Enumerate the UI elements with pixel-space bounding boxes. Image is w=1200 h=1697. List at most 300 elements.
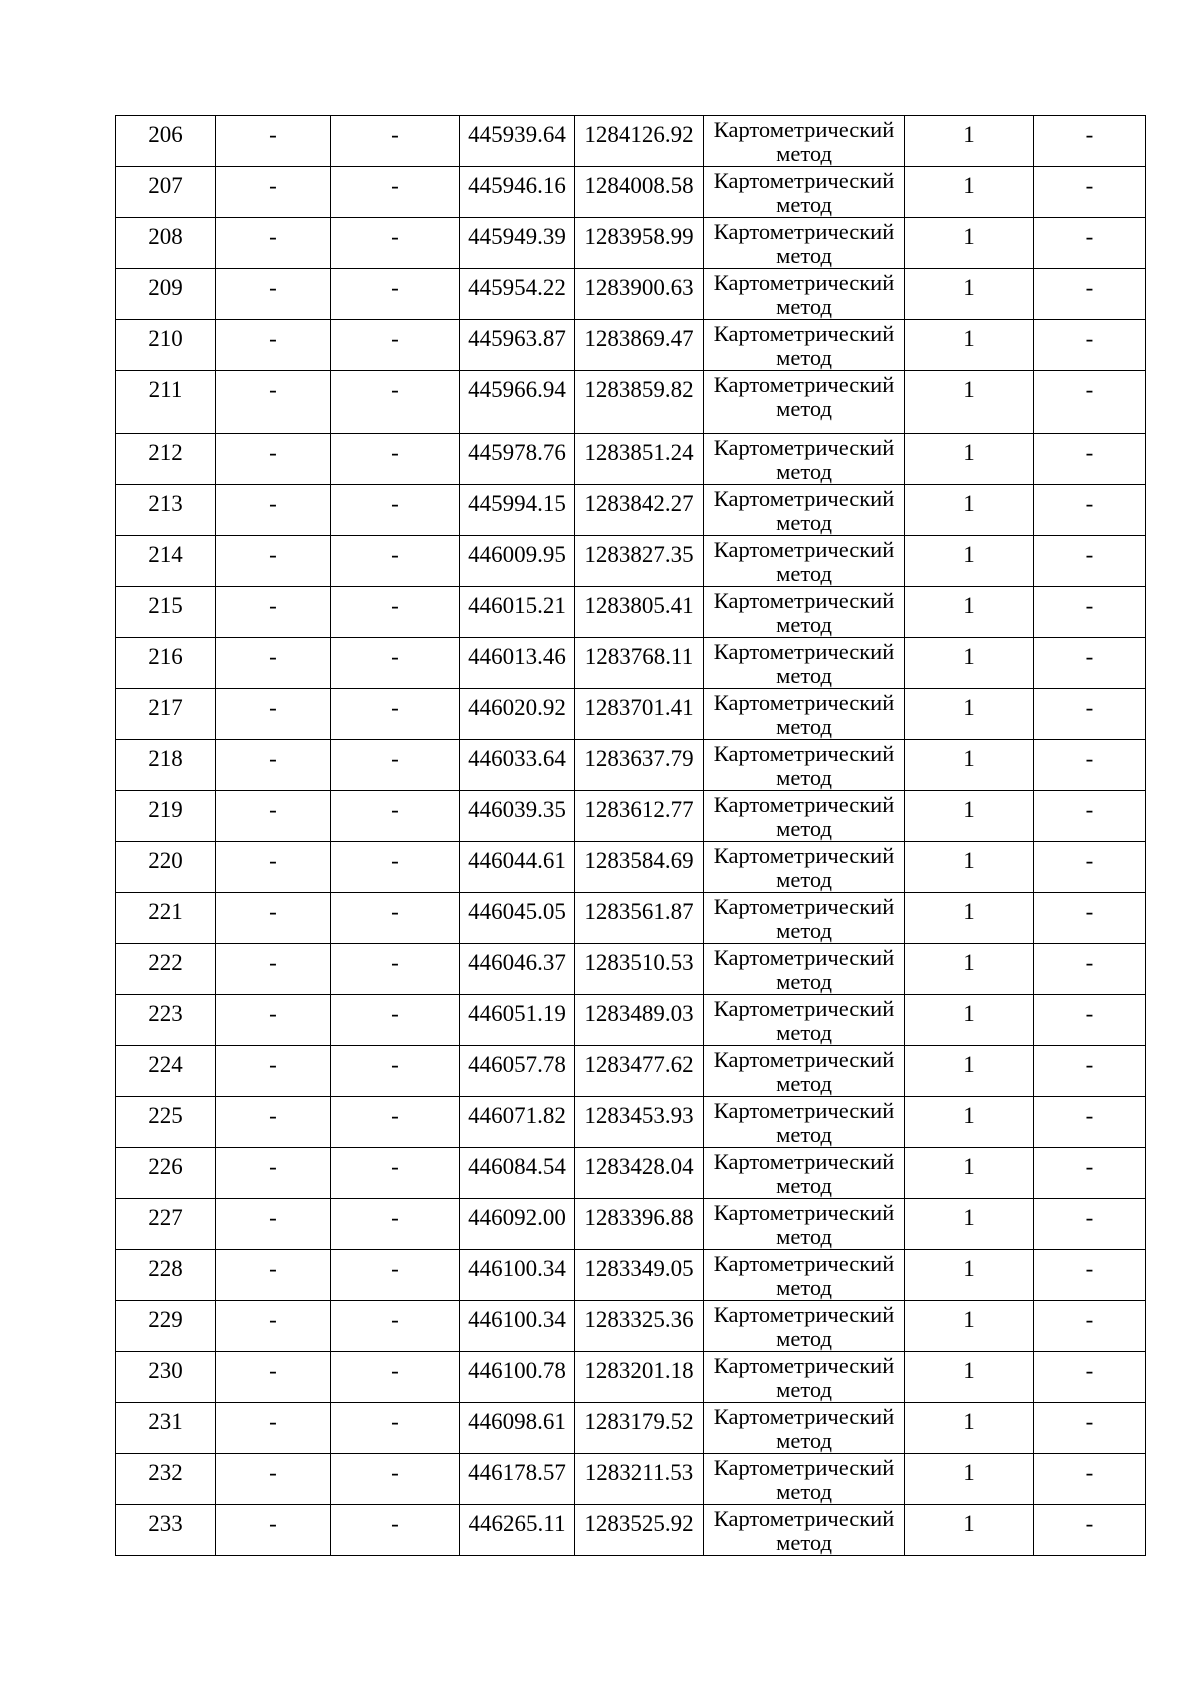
old-x-cell: - — [216, 689, 331, 740]
accuracy-cell: 1 — [905, 587, 1034, 638]
method-line-1: Картометрический — [713, 1506, 895, 1531]
y-coordinate-cell: 1283584.69 — [575, 842, 704, 893]
method-line-2: метод — [776, 1275, 832, 1300]
table-row — [116, 167, 1146, 218]
accuracy-cell: 1 — [905, 1505, 1034, 1556]
accuracy-cell: 1 — [905, 1352, 1034, 1403]
old-x-cell: - — [216, 791, 331, 842]
x-coordinate-cell: 446098.61 — [460, 1403, 575, 1454]
point-number-cell: 222 — [116, 944, 216, 995]
table-row — [116, 320, 1146, 371]
old-x-cell: - — [216, 1301, 331, 1352]
method-line-2: метод — [776, 1020, 832, 1045]
x-coordinate-cell: 446100.34 — [460, 1301, 575, 1352]
x-coordinate-cell: 446092.00 — [460, 1199, 575, 1250]
accuracy-cell: 1 — [905, 116, 1034, 167]
y-coordinate-cell: 1283701.41 — [575, 689, 704, 740]
accuracy-cell: 1 — [905, 485, 1034, 536]
description-cell: - — [1034, 1454, 1146, 1505]
x-coordinate-cell: 446057.78 — [460, 1046, 575, 1097]
x-coordinate-cell: 446071.82 — [460, 1097, 575, 1148]
description-cell: - — [1034, 1403, 1146, 1454]
accuracy-cell: 1 — [905, 842, 1034, 893]
y-coordinate-cell: 1283851.24 — [575, 434, 704, 485]
description-cell: - — [1034, 371, 1146, 434]
accuracy-cell: 1 — [905, 218, 1034, 269]
old-x-cell: - — [216, 893, 331, 944]
method-line-1: Картометрический — [713, 1404, 895, 1429]
method-cell — [704, 1403, 905, 1454]
x-coordinate-cell: 446265.11 — [460, 1505, 575, 1556]
y-coordinate-cell: 1283768.11 — [575, 638, 704, 689]
accuracy-cell: 1 — [905, 320, 1034, 371]
old-y-cell: - — [331, 1250, 460, 1301]
y-coordinate-cell: 1283211.53 — [575, 1454, 704, 1505]
table-row — [116, 1097, 1146, 1148]
description-cell: - — [1034, 536, 1146, 587]
old-y-cell: - — [331, 1046, 460, 1097]
y-coordinate-cell: 1283637.79 — [575, 740, 704, 791]
method-line-2: метод — [776, 1122, 832, 1147]
point-number-cell: 231 — [116, 1403, 216, 1454]
method-line-2: метод — [776, 1377, 832, 1402]
description-cell: - — [1034, 944, 1146, 995]
old-y-cell: - — [331, 116, 460, 167]
point-number-cell: 209 — [116, 269, 216, 320]
table-row — [116, 791, 1146, 842]
method-line-1: Картометрический — [713, 741, 895, 766]
point-number-cell: 208 — [116, 218, 216, 269]
old-y-cell: - — [331, 1301, 460, 1352]
method-line-2: метод — [776, 1173, 832, 1198]
x-coordinate-cell: 445949.39 — [460, 218, 575, 269]
point-number-cell: 230 — [116, 1352, 216, 1403]
x-coordinate-cell: 445994.15 — [460, 485, 575, 536]
method-line-2: метод — [776, 1530, 832, 1555]
point-number-cell: 233 — [116, 1505, 216, 1556]
old-x-cell: - — [216, 434, 331, 485]
old-x-cell: - — [216, 587, 331, 638]
old-y-cell: - — [331, 893, 460, 944]
old-x-cell: - — [216, 167, 331, 218]
method-line-2: метод — [776, 969, 832, 994]
point-number-cell: 218 — [116, 740, 216, 791]
old-y-cell: - — [331, 842, 460, 893]
description-cell: - — [1034, 791, 1146, 842]
old-x-cell: - — [216, 1097, 331, 1148]
old-y-cell: - — [331, 218, 460, 269]
y-coordinate-cell: 1283805.41 — [575, 587, 704, 638]
table-row — [116, 944, 1146, 995]
point-number-cell: 216 — [116, 638, 216, 689]
method-line-1: Картометрический — [713, 1200, 895, 1225]
old-x-cell: - — [216, 842, 331, 893]
method-cell — [704, 842, 905, 893]
method-line-1: Картометрический — [713, 435, 895, 460]
description-cell: - — [1034, 167, 1146, 218]
method-cell — [704, 1148, 905, 1199]
method-cell — [704, 1250, 905, 1301]
table-row — [116, 842, 1146, 893]
old-y-cell: - — [331, 944, 460, 995]
x-coordinate-cell: 446100.34 — [460, 1250, 575, 1301]
old-x-cell: - — [216, 1250, 331, 1301]
table-row — [116, 995, 1146, 1046]
x-coordinate-cell: 446044.61 — [460, 842, 575, 893]
point-number-cell: 212 — [116, 434, 216, 485]
table-row — [116, 689, 1146, 740]
table-row — [116, 1148, 1146, 1199]
method-cell — [704, 320, 905, 371]
point-number-cell: 207 — [116, 167, 216, 218]
method-line-1: Картометрический — [713, 996, 895, 1021]
table-row — [116, 638, 1146, 689]
old-x-cell: - — [216, 1046, 331, 1097]
accuracy-cell: 1 — [905, 536, 1034, 587]
x-coordinate-cell: 446100.78 — [460, 1352, 575, 1403]
description-cell: - — [1034, 485, 1146, 536]
method-cell — [704, 1301, 905, 1352]
x-coordinate-cell: 446015.21 — [460, 587, 575, 638]
accuracy-cell: 1 — [905, 689, 1034, 740]
point-number-cell: 210 — [116, 320, 216, 371]
method-cell — [704, 371, 905, 434]
table-body — [116, 116, 1146, 1556]
method-line-1: Картометрический — [713, 219, 895, 244]
method-line-1: Картометрический — [713, 843, 895, 868]
old-y-cell: - — [331, 995, 460, 1046]
table-row — [116, 740, 1146, 791]
method-cell — [704, 1505, 905, 1556]
old-x-cell: - — [216, 638, 331, 689]
method-cell — [704, 116, 905, 167]
y-coordinate-cell: 1284008.58 — [575, 167, 704, 218]
method-cell — [704, 485, 905, 536]
accuracy-cell: 1 — [905, 893, 1034, 944]
description-cell: - — [1034, 1352, 1146, 1403]
x-coordinate-cell: 445966.94 — [460, 371, 575, 434]
method-line-1: Картометрический — [713, 1455, 895, 1480]
old-y-cell: - — [331, 1148, 460, 1199]
accuracy-cell: 1 — [905, 740, 1034, 791]
old-y-cell: - — [331, 371, 460, 434]
coordinates-table — [115, 115, 1146, 1556]
old-y-cell: - — [331, 1199, 460, 1250]
description-cell: - — [1034, 995, 1146, 1046]
method-cell — [704, 1352, 905, 1403]
x-coordinate-cell: 446020.92 — [460, 689, 575, 740]
x-coordinate-cell: 446045.05 — [460, 893, 575, 944]
y-coordinate-cell: 1283489.03 — [575, 995, 704, 1046]
method-cell — [704, 1046, 905, 1097]
method-line-1: Картометрический — [713, 792, 895, 817]
y-coordinate-cell: 1283827.35 — [575, 536, 704, 587]
point-number-cell: 227 — [116, 1199, 216, 1250]
method-line-2: метод — [776, 396, 832, 421]
table-row — [116, 587, 1146, 638]
accuracy-cell: 1 — [905, 434, 1034, 485]
method-cell — [704, 1454, 905, 1505]
old-y-cell: - — [331, 1097, 460, 1148]
table-row — [116, 536, 1146, 587]
description-cell: - — [1034, 1199, 1146, 1250]
method-cell — [704, 536, 905, 587]
description-cell: - — [1034, 269, 1146, 320]
description-cell: - — [1034, 1148, 1146, 1199]
y-coordinate-cell: 1283179.52 — [575, 1403, 704, 1454]
accuracy-cell: 1 — [905, 269, 1034, 320]
y-coordinate-cell: 1283525.92 — [575, 1505, 704, 1556]
description-cell: - — [1034, 1505, 1146, 1556]
point-number-cell: 232 — [116, 1454, 216, 1505]
description-cell: - — [1034, 116, 1146, 167]
point-number-cell: 229 — [116, 1301, 216, 1352]
method-cell — [704, 995, 905, 1046]
description-cell: - — [1034, 1097, 1146, 1148]
method-line-1: Картометрический — [713, 690, 895, 715]
method-cell — [704, 1097, 905, 1148]
method-line-1: Картометрический — [713, 1302, 895, 1327]
old-x-cell: - — [216, 1403, 331, 1454]
method-line-2: метод — [776, 612, 832, 637]
old-x-cell: - — [216, 218, 331, 269]
x-coordinate-cell: 446178.57 — [460, 1454, 575, 1505]
method-line-2: метод — [776, 918, 832, 943]
x-coordinate-cell: 446039.35 — [460, 791, 575, 842]
x-coordinate-cell: 445946.16 — [460, 167, 575, 218]
method-line-2: метод — [776, 1479, 832, 1504]
table-row — [116, 1454, 1146, 1505]
old-x-cell: - — [216, 485, 331, 536]
method-line-1: Картометрический — [713, 537, 895, 562]
method-line-2: метод — [776, 816, 832, 841]
method-line-2: метод — [776, 141, 832, 166]
table-row — [116, 1199, 1146, 1250]
y-coordinate-cell: 1283325.36 — [575, 1301, 704, 1352]
old-y-cell: - — [331, 689, 460, 740]
method-line-2: метод — [776, 867, 832, 892]
old-y-cell: - — [331, 167, 460, 218]
y-coordinate-cell: 1283510.53 — [575, 944, 704, 995]
old-y-cell: - — [331, 587, 460, 638]
description-cell: - — [1034, 638, 1146, 689]
method-line-2: метод — [776, 294, 832, 319]
point-number-cell: 226 — [116, 1148, 216, 1199]
method-cell — [704, 740, 905, 791]
table-row — [116, 485, 1146, 536]
old-x-cell: - — [216, 371, 331, 434]
old-x-cell: - — [216, 1505, 331, 1556]
method-line-1: Картометрический — [713, 168, 895, 193]
old-y-cell: - — [331, 791, 460, 842]
table-row — [116, 371, 1146, 434]
accuracy-cell: 1 — [905, 791, 1034, 842]
method-cell — [704, 689, 905, 740]
method-line-2: метод — [776, 192, 832, 217]
old-y-cell: - — [331, 1403, 460, 1454]
x-coordinate-cell: 445954.22 — [460, 269, 575, 320]
accuracy-cell: 1 — [905, 1454, 1034, 1505]
x-coordinate-cell: 446046.37 — [460, 944, 575, 995]
method-line-1: Картометрический — [713, 1098, 895, 1123]
y-coordinate-cell: 1283349.05 — [575, 1250, 704, 1301]
method-line-1: Картометрический — [713, 639, 895, 664]
table-row — [116, 1505, 1146, 1556]
x-coordinate-cell: 446051.19 — [460, 995, 575, 1046]
method-cell — [704, 638, 905, 689]
point-number-cell: 213 — [116, 485, 216, 536]
method-line-2: метод — [776, 1071, 832, 1096]
old-y-cell: - — [331, 434, 460, 485]
y-coordinate-cell: 1283842.27 — [575, 485, 704, 536]
description-cell: - — [1034, 740, 1146, 791]
method-line-1: Картометрический — [713, 1047, 895, 1072]
description-cell: - — [1034, 893, 1146, 944]
old-x-cell: - — [216, 1148, 331, 1199]
accuracy-cell: 1 — [905, 1046, 1034, 1097]
old-x-cell: - — [216, 995, 331, 1046]
method-line-2: метод — [776, 345, 832, 370]
old-y-cell: - — [331, 536, 460, 587]
accuracy-cell: 1 — [905, 1301, 1034, 1352]
method-line-1: Картометрический — [713, 1353, 895, 1378]
point-number-cell: 206 — [116, 116, 216, 167]
y-coordinate-cell: 1283396.88 — [575, 1199, 704, 1250]
y-coordinate-cell: 1283453.93 — [575, 1097, 704, 1148]
table-row — [116, 893, 1146, 944]
point-number-cell: 221 — [116, 893, 216, 944]
old-x-cell: - — [216, 944, 331, 995]
point-number-cell: 223 — [116, 995, 216, 1046]
method-line-1: Картометрический — [713, 117, 895, 142]
accuracy-cell: 1 — [905, 638, 1034, 689]
old-x-cell: - — [216, 740, 331, 791]
method-cell — [704, 893, 905, 944]
table-row — [116, 116, 1146, 167]
method-line-1: Картометрический — [713, 321, 895, 346]
table-row — [116, 1250, 1146, 1301]
method-line-1: Картометрический — [713, 486, 895, 511]
y-coordinate-cell: 1283958.99 — [575, 218, 704, 269]
table-row — [116, 434, 1146, 485]
method-line-1: Картометрический — [713, 372, 895, 397]
method-line-1: Картометрический — [713, 1251, 895, 1276]
method-line-2: метод — [776, 459, 832, 484]
table-row — [116, 269, 1146, 320]
old-x-cell: - — [216, 536, 331, 587]
method-cell — [704, 218, 905, 269]
old-y-cell: - — [331, 1352, 460, 1403]
point-number-cell: 220 — [116, 842, 216, 893]
old-x-cell: - — [216, 1199, 331, 1250]
point-number-cell: 224 — [116, 1046, 216, 1097]
x-coordinate-cell: 445978.76 — [460, 434, 575, 485]
table-row — [116, 218, 1146, 269]
method-cell — [704, 167, 905, 218]
method-line-2: метод — [776, 1326, 832, 1351]
accuracy-cell: 1 — [905, 1097, 1034, 1148]
x-coordinate-cell: 446009.95 — [460, 536, 575, 587]
method-line-2: метод — [776, 510, 832, 535]
point-number-cell: 215 — [116, 587, 216, 638]
x-coordinate-cell: 446084.54 — [460, 1148, 575, 1199]
method-line-1: Картометрический — [713, 945, 895, 970]
method-line-2: метод — [776, 1428, 832, 1453]
description-cell: - — [1034, 320, 1146, 371]
table-row — [116, 1046, 1146, 1097]
point-number-cell: 211 — [116, 371, 216, 434]
method-line-1: Картометрический — [713, 588, 895, 613]
description-cell: - — [1034, 1046, 1146, 1097]
accuracy-cell: 1 — [905, 1250, 1034, 1301]
point-number-cell: 228 — [116, 1250, 216, 1301]
accuracy-cell: 1 — [905, 371, 1034, 434]
y-coordinate-cell: 1284126.92 — [575, 116, 704, 167]
method-cell — [704, 269, 905, 320]
y-coordinate-cell: 1283869.47 — [575, 320, 704, 371]
old-y-cell: - — [331, 269, 460, 320]
method-cell — [704, 1199, 905, 1250]
description-cell: - — [1034, 1301, 1146, 1352]
x-coordinate-cell: 445939.64 — [460, 116, 575, 167]
method-line-2: метод — [776, 561, 832, 586]
y-coordinate-cell: 1283561.87 — [575, 893, 704, 944]
old-x-cell: - — [216, 320, 331, 371]
y-coordinate-cell: 1283201.18 — [575, 1352, 704, 1403]
method-line-1: Картометрический — [713, 894, 895, 919]
description-cell: - — [1034, 1250, 1146, 1301]
y-coordinate-cell: 1283900.63 — [575, 269, 704, 320]
point-number-cell: 217 — [116, 689, 216, 740]
old-x-cell: - — [216, 1454, 331, 1505]
table-row — [116, 1301, 1146, 1352]
x-coordinate-cell: 446013.46 — [460, 638, 575, 689]
x-coordinate-cell: 446033.64 — [460, 740, 575, 791]
method-line-2: метод — [776, 663, 832, 688]
description-cell: - — [1034, 689, 1146, 740]
y-coordinate-cell: 1283612.77 — [575, 791, 704, 842]
description-cell: - — [1034, 218, 1146, 269]
description-cell: - — [1034, 842, 1146, 893]
accuracy-cell: 1 — [905, 995, 1034, 1046]
old-x-cell: - — [216, 269, 331, 320]
old-x-cell: - — [216, 1352, 331, 1403]
old-x-cell: - — [216, 116, 331, 167]
point-number-cell: 219 — [116, 791, 216, 842]
description-cell: - — [1034, 587, 1146, 638]
accuracy-cell: 1 — [905, 1199, 1034, 1250]
point-number-cell: 214 — [116, 536, 216, 587]
old-y-cell: - — [331, 320, 460, 371]
y-coordinate-cell: 1283428.04 — [575, 1148, 704, 1199]
method-line-2: метод — [776, 714, 832, 739]
table-row — [116, 1352, 1146, 1403]
old-y-cell: - — [331, 1505, 460, 1556]
method-line-1: Картометрический — [713, 270, 895, 295]
point-number-cell: 225 — [116, 1097, 216, 1148]
accuracy-cell: 1 — [905, 1148, 1034, 1199]
method-line-2: метод — [776, 765, 832, 790]
old-y-cell: - — [331, 740, 460, 791]
old-y-cell: - — [331, 638, 460, 689]
method-line-1: Картометрический — [713, 1149, 895, 1174]
method-line-2: метод — [776, 243, 832, 268]
method-cell — [704, 944, 905, 995]
method-cell — [704, 434, 905, 485]
table-row — [116, 1403, 1146, 1454]
method-line-2: метод — [776, 1224, 832, 1249]
y-coordinate-cell: 1283859.82 — [575, 371, 704, 434]
